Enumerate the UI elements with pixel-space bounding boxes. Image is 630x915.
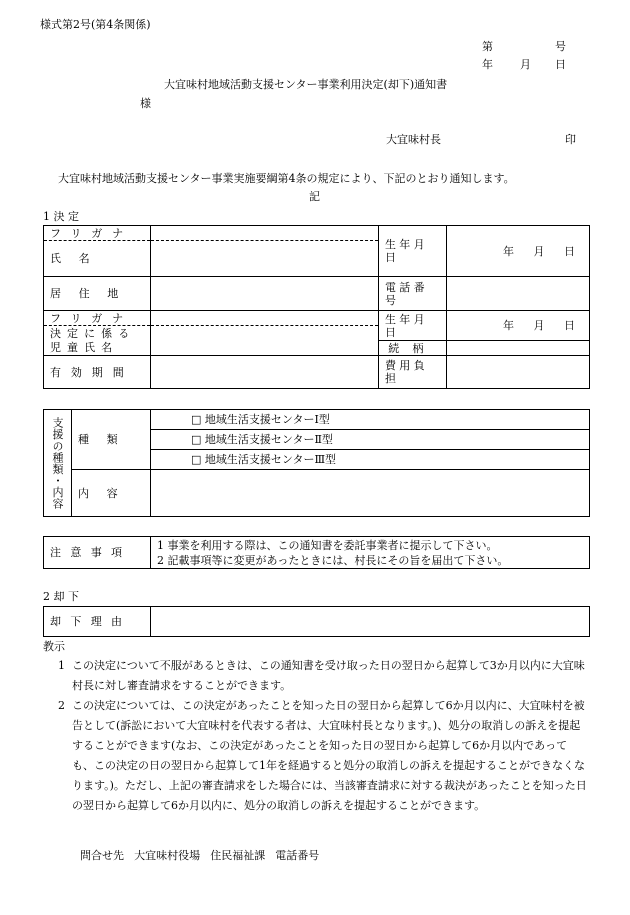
date-year: 年 xyxy=(482,58,493,71)
notes-label: 注意事項 xyxy=(44,537,151,569)
intro-text: 大宜味村地域活動支援センター事業実施要綱第4条の規定により、下記のとおり通知します。 xyxy=(58,172,515,185)
date-month: 月 xyxy=(520,58,531,71)
number-prefix: 第 xyxy=(482,40,493,53)
address-label: 居住地 xyxy=(44,277,151,311)
instruction-num-2: 2 xyxy=(58,699,65,712)
form-number: 様式第2号(第4条関係) xyxy=(40,18,151,31)
instruction-item-2 xyxy=(48,696,588,816)
contact-info: 問合せ先 大宜味村役場 住民福祉課 電話番号 xyxy=(80,849,320,862)
birth-value[interactable]: 年 月 日 xyxy=(447,226,590,277)
child-birth-label: 生年月日 xyxy=(379,311,447,341)
number-suffix: 号 xyxy=(555,40,566,53)
notes-content xyxy=(151,537,590,569)
reason-value[interactable] xyxy=(151,607,590,637)
decision-table xyxy=(43,225,590,389)
period-value[interactable] xyxy=(151,356,379,389)
option-type-1[interactable]: □ 地域生活支援センターⅠ型 xyxy=(151,410,590,430)
section2-title: 2 却 下 xyxy=(43,590,79,603)
content-label: 内容 xyxy=(72,470,151,517)
phone-value[interactable] xyxy=(447,277,590,311)
note-item: 2 記載事項等に変更があったときには、村長にその旨を届出て下さい。 xyxy=(157,553,509,567)
furigana-label: フリガナ xyxy=(44,226,151,241)
child-furigana-label: フリガナ xyxy=(44,311,151,326)
child-name-label: 決定に係る 児童氏名 xyxy=(44,326,151,356)
name-label: 氏名 xyxy=(44,241,151,277)
date-day: 日 xyxy=(555,58,566,71)
kind-label: 種類 xyxy=(72,410,151,470)
name-value[interactable] xyxy=(151,241,379,277)
child-birth-value[interactable]: 年 月 日 xyxy=(447,311,590,341)
instruction-text-2: この決定については、この決定があったことを知った日の翌日から起算して6か月以内に、大宜味村を被告として(訴訟において大宜味村を代表する者は、大宜味村長となります。)、処分の取消しの訴えを提起することができます(なお、この決定があったことを知った日の翌日から起算して6か月以内であっても、この決定の日の翌日から起算して1年を経過すると処分の取消しの訴えを提起することができなくなります。)。ただし、上記の審査請求をした場合には、当該審査請求に対する裁決があったことを知った日の翌日から起算して6か月以内に、処分の取消しの訴えを提起することができます。 xyxy=(72,699,587,812)
birth-label: 生年月日 xyxy=(379,226,447,277)
phone-label: 電話番号 xyxy=(379,277,447,311)
seal-mark: 印 xyxy=(565,133,576,146)
notes-table xyxy=(43,536,590,569)
cost-value[interactable] xyxy=(447,356,590,389)
recipient-honorific: 様 xyxy=(140,97,151,110)
note-item: 1 事業を利用する際は、この通知書を委託事業者に提示して下さい。 xyxy=(157,538,498,552)
sender-name: 大宜味村長 xyxy=(386,133,441,146)
instruction-title: 教示 xyxy=(43,640,65,653)
section1-title: 1 決 定 xyxy=(43,210,79,223)
rejection-table xyxy=(43,606,590,637)
instruction-item-1 xyxy=(48,656,588,696)
support-side-label: 支援の種類・内容 xyxy=(44,410,72,517)
reason-label: 却下理由 xyxy=(44,607,151,637)
option-type-3[interactable]: □ 地域生活支援センターⅢ型 xyxy=(151,450,590,470)
period-label: 有効期間 xyxy=(44,356,151,389)
relation-label: 続柄 xyxy=(379,341,447,356)
child-name-value[interactable] xyxy=(151,326,379,356)
cost-label: 費用負担 xyxy=(379,356,447,389)
instruction-num-1: 1 xyxy=(58,659,65,672)
content-value[interactable] xyxy=(151,470,590,517)
option-type-2[interactable]: □ 地域生活支援センターⅡ型 xyxy=(151,430,590,450)
relation-value[interactable] xyxy=(447,341,590,356)
support-table xyxy=(43,409,590,517)
ki-heading: 記 xyxy=(309,190,320,203)
child-furigana-value[interactable] xyxy=(151,311,379,326)
furigana-value[interactable] xyxy=(151,226,379,241)
address-value[interactable] xyxy=(151,277,379,311)
instruction-text-1: この決定について不服があるときは、この通知書を受け取った日の翌日から起算して3か月以内に大宜味村長に対し審査請求をすることができます。 xyxy=(72,659,585,692)
document-title: 大宜味村地域活動支援センター事業利用決定(却下)通知書 xyxy=(164,78,448,91)
